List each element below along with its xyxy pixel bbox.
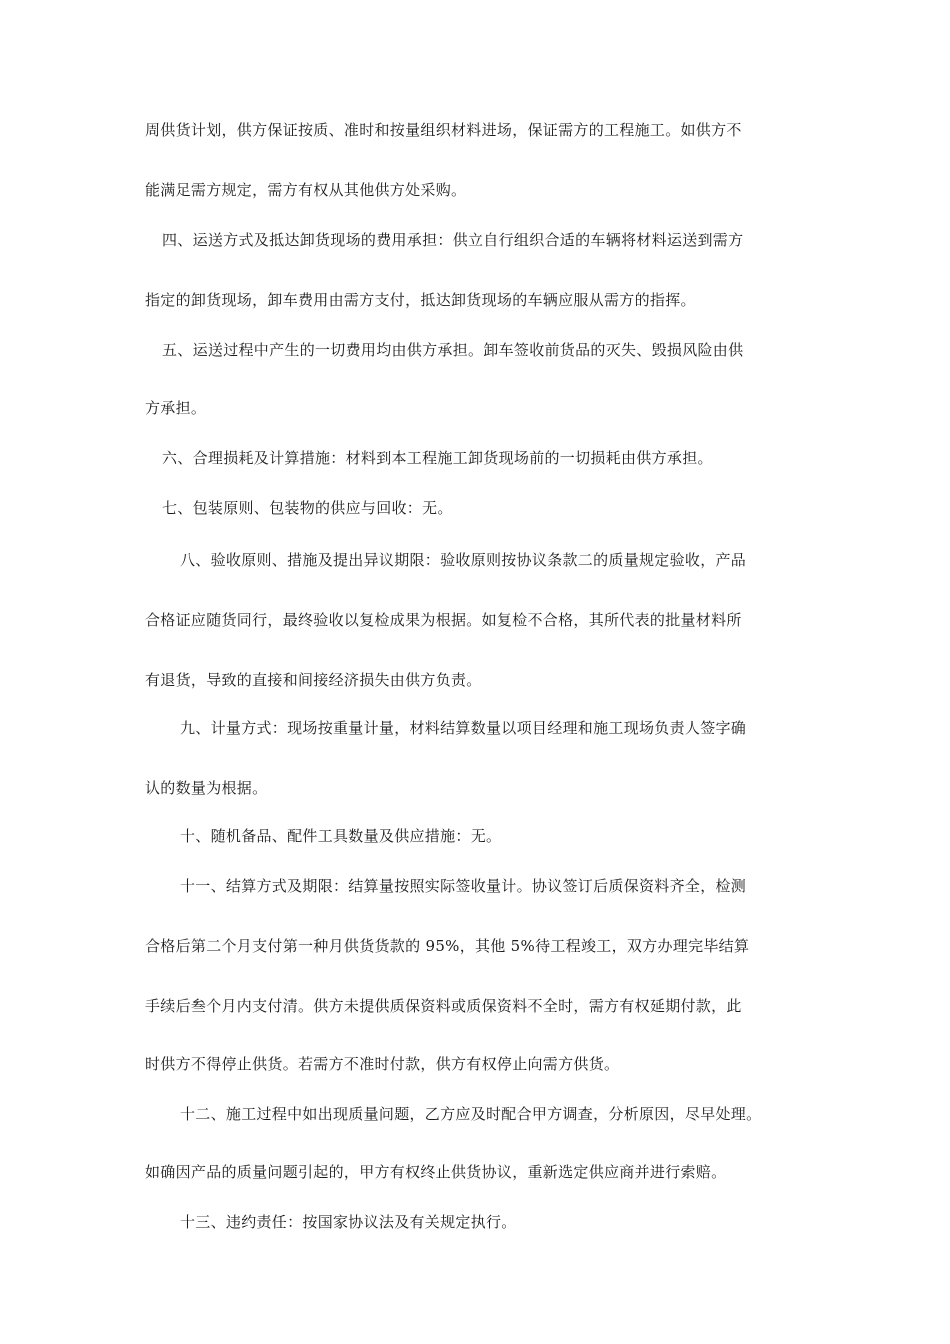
- text-line: 九、计量方式：现场按重量计量，材料结算数量以项目经理和施工现场负责人签字确: [180, 719, 747, 737]
- text-line: 手续后叁个月内支付清。供方未提供质保资料或质保资料不全时，需方有权延期付款，此: [145, 997, 742, 1015]
- text-line: 十二、施工过程中如出现质量问题，乙方应及时配合甲方调查，分析原因，尽早处理。: [180, 1105, 762, 1123]
- text-line: 十一、结算方式及期限：结算量按照实际签收量计。协议签订后质保资料齐全，检测: [180, 877, 747, 895]
- text-line: 十、随机备品、配件工具数量及供应措施：无。: [180, 827, 502, 845]
- text-line: 合格证应随货同行，最终验收以复检成果为根据。如复检不合格，其所代表的批量材料所: [145, 611, 742, 629]
- text-line: 六、合理损耗及计算措施：材料到本工程施工卸货现场前的一切损耗由供方承担。: [162, 449, 713, 467]
- text-line: 八、验收原则、措施及提出异议期限：验收原则按协议条款二的质量规定验收，产品: [180, 551, 747, 569]
- text-line: 指定的卸货现场，卸车费用由需方支付，抵达卸货现场的车辆应服从需方的指挥。: [145, 291, 696, 309]
- text-line: 认的数量为根据。: [145, 779, 268, 797]
- text-line: 四、运送方式及抵达卸货现场的费用承担：供立自行组织合适的车辆将材料运送到需方: [162, 231, 744, 249]
- text-line: 有退货，导致的直接和间接经济损失由供方负责。: [145, 671, 482, 689]
- text-line: 时供方不得停止供货。若需方不准时付款，供方有权停止向需方供货。: [145, 1055, 620, 1073]
- text-line: 七、包装原则、包装物的供应与回收：无。: [162, 499, 453, 517]
- text-line: 周供货计划，供方保证按质、准时和按量组织材料进场，保证需方的工程施工。如供方不: [145, 121, 742, 139]
- text-line: 五、运送过程中产生的一切费用均由供方承担。卸车签收前货品的灭失、毁损风险由供: [162, 341, 744, 359]
- text-line: 能满足需方规定，需方有权从其他供方处采购。: [145, 181, 467, 199]
- text-line: 合格后第二个月支付第一种月供货货款的 95%，其他 5%待工程竣工，双方办理完毕结算: [145, 937, 750, 955]
- text-line: 十三、违约责任：按国家协议法及有关规定执行。: [180, 1213, 517, 1231]
- text-line: 如确因产品的质量问题引起的，甲方有权终止供货协议，重新选定供应商并进行索赔。: [145, 1163, 727, 1181]
- text-line: 方承担。: [145, 399, 207, 417]
